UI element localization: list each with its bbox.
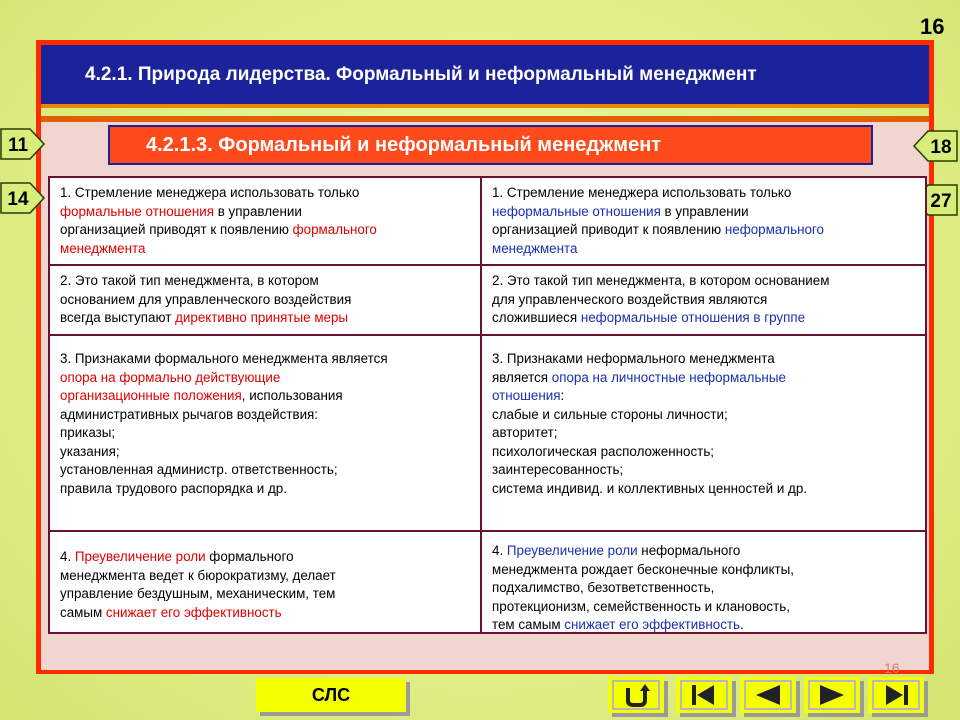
cell-text-line bbox=[492, 387, 925, 406]
row2-formal-cell bbox=[50, 266, 480, 334]
cell-text-run: 1. Стремление менеджера использовать только bbox=[492, 185, 792, 200]
cell-text-line bbox=[492, 350, 925, 369]
cell-text-line bbox=[492, 561, 925, 580]
return-icon bbox=[608, 677, 664, 713]
cell-text-run: неформального bbox=[724, 222, 824, 237]
cell-text-line bbox=[60, 309, 480, 328]
slc-button[interactable]: СЛС bbox=[256, 678, 406, 712]
nav-tag-left-top[interactable] bbox=[0, 128, 46, 160]
nav-tag-right-top[interactable] bbox=[912, 130, 958, 162]
next-icon bbox=[804, 677, 860, 713]
cell-text-run: менеджмента рождает бесконечные конфликты, bbox=[492, 561, 795, 577]
cell-text-run: директивно принятые меры bbox=[175, 310, 349, 325]
cell-text-line bbox=[60, 184, 480, 203]
cell-text-line bbox=[492, 184, 925, 203]
cell-text-run: всегда выступают bbox=[60, 310, 176, 325]
cell-text-line bbox=[492, 461, 925, 480]
cell-text-run: менеджмента bbox=[492, 240, 578, 256]
cell-text-line bbox=[60, 604, 480, 623]
cell-text-line bbox=[60, 424, 480, 443]
cell-text-run: , использования bbox=[241, 388, 343, 403]
cell-text-line bbox=[492, 616, 925, 635]
cell-text-line bbox=[492, 480, 925, 499]
row1-informal-cell bbox=[482, 178, 925, 264]
nav-tag-left-bottom[interactable] bbox=[0, 182, 46, 214]
cell-text-line bbox=[492, 369, 925, 388]
cell-text-line bbox=[60, 461, 480, 480]
cell-text-run: самым bbox=[60, 604, 106, 620]
cell-text-run: организацией приводит к появлению bbox=[492, 222, 725, 237]
cell-text-run: административных рычагов воздействия: bbox=[60, 406, 319, 422]
cell-text-line bbox=[60, 240, 480, 259]
nav-tag-right-top-label: 18 bbox=[930, 137, 952, 158]
cell-text-run: 4. bbox=[492, 543, 507, 558]
nav-tag-left-top-label: 11 bbox=[7, 135, 29, 156]
cell-text-run: . bbox=[740, 617, 744, 632]
return-button[interactable] bbox=[608, 677, 664, 713]
slide-number: 16 bbox=[920, 14, 945, 39]
cell-text-line bbox=[492, 542, 925, 561]
cell-text-run: формального bbox=[205, 549, 294, 564]
cell-text-run: организационные положения bbox=[60, 388, 242, 403]
cell-text-run: приказы; bbox=[60, 425, 116, 440]
cell-text-run: указания; bbox=[60, 443, 120, 459]
cell-text-run: неформального bbox=[637, 543, 741, 558]
cell-text-run: Преувеличение роли bbox=[506, 543, 638, 558]
cell-text-line bbox=[492, 240, 925, 259]
first-slide-icon bbox=[676, 677, 732, 713]
cell-text-run: 2. Это такой тип менеджмента, в котором bbox=[60, 273, 319, 288]
cell-text-run: неформальные отношения в группе bbox=[580, 310, 806, 325]
cell-text-run: 1. Стремление менеджера использовать только bbox=[60, 185, 360, 200]
cell-text-line bbox=[492, 291, 925, 310]
cell-text-run: является bbox=[492, 369, 552, 385]
cell-text-line bbox=[492, 443, 925, 462]
cell-text-line bbox=[60, 350, 480, 369]
cell-text-run: снижает его эффективность bbox=[105, 604, 282, 620]
cell-text-run: правила трудового распорядка и др. bbox=[60, 480, 287, 496]
cell-text-line bbox=[60, 369, 480, 388]
cell-text-line bbox=[60, 387, 480, 406]
cell-text-run: снижает его эффективность bbox=[564, 617, 740, 632]
next-button[interactable] bbox=[804, 677, 860, 713]
cell-text-run: основанием для управленческого воздействия bbox=[60, 291, 352, 307]
cell-text-run: : bbox=[560, 388, 565, 403]
cell-text-line bbox=[60, 567, 480, 586]
cell-text-line bbox=[60, 548, 480, 567]
nav-tag-right-bottom-label: 27 bbox=[930, 191, 952, 212]
cell-text-line bbox=[60, 406, 480, 425]
row2-informal-cell bbox=[482, 266, 925, 334]
cell-text-run: 2. Это такой тип менеджмента, в котором основанием bbox=[492, 273, 830, 288]
cell-text-run: формального bbox=[292, 222, 377, 237]
cell-text-run: 3. Признаками неформального менеджмента bbox=[492, 351, 775, 366]
cell-text-line bbox=[492, 598, 925, 617]
previous-icon bbox=[740, 677, 796, 713]
cell-text-run: менеджмента bbox=[60, 240, 146, 256]
cell-text-run: организацией приводят к появлению bbox=[60, 222, 293, 237]
cell-text-run: 4. bbox=[60, 549, 75, 564]
row1-formal-cell bbox=[50, 178, 480, 264]
header-bar bbox=[41, 45, 929, 108]
cell-text-line bbox=[492, 579, 925, 598]
cell-text-run: 3. Признаками формального менеджмента является bbox=[60, 351, 388, 366]
cell-text-run: управление бездушным, механическим, тем bbox=[60, 586, 336, 601]
subheader-title: 4.2.1.3. Формальный и неформальный менеджмент bbox=[146, 134, 662, 156]
cell-text-line bbox=[60, 480, 480, 499]
cell-text-run: заинтересованность; bbox=[492, 462, 624, 477]
cell-text-run: для управленческого воздействия являются bbox=[492, 291, 768, 307]
cell-text-run: отношения bbox=[492, 388, 561, 403]
last-slide-button[interactable] bbox=[868, 677, 924, 713]
faint-slide-number: 16 bbox=[884, 660, 900, 676]
cell-text-run: установленная администр. ответственность; bbox=[60, 462, 338, 477]
cell-text-run: неформальные отношения bbox=[492, 203, 661, 219]
cell-text-run: опора на формально действующие bbox=[60, 369, 281, 385]
cell-text-line bbox=[60, 221, 480, 240]
cell-text-run: в управлении bbox=[214, 203, 302, 219]
cell-text-line bbox=[492, 221, 925, 240]
cell-text-line bbox=[492, 203, 925, 222]
cell-text-line bbox=[60, 291, 480, 310]
cell-text-run: слабые и сильные стороны личности; bbox=[492, 406, 728, 422]
cell-text-run: система индивид. и коллективных ценностей и др. bbox=[492, 480, 808, 496]
cell-text-line bbox=[492, 309, 925, 328]
row4-informal-cell bbox=[482, 532, 925, 632]
header-title: 4.2.1. Природа лидерства. Формальный и неформальный менеджмент bbox=[85, 64, 757, 85]
cell-text-line bbox=[60, 585, 480, 604]
cell-text-run: тем самым bbox=[492, 617, 565, 632]
previous-button[interactable] bbox=[740, 677, 796, 713]
cell-text-run: менеджмента ведет к бюрократизму, делает bbox=[60, 567, 336, 583]
cell-text-line bbox=[60, 203, 480, 222]
last-slide-icon bbox=[868, 677, 924, 713]
cell-text-line bbox=[492, 272, 925, 291]
row4-formal-cell bbox=[50, 532, 480, 632]
cell-text-run: психологическая расположенность; bbox=[492, 443, 715, 459]
cell-text-run: подхалимство, безответственность, bbox=[492, 580, 715, 595]
cell-text-line bbox=[60, 443, 480, 462]
first-slide-button[interactable] bbox=[676, 677, 732, 713]
cell-text-run: сложившиеся bbox=[492, 310, 581, 325]
row3-formal-cell bbox=[50, 336, 480, 530]
row3-informal-cell bbox=[482, 336, 925, 530]
cell-text-line bbox=[492, 406, 925, 425]
cell-text-line bbox=[492, 424, 925, 443]
cell-text-run: авторитет; bbox=[492, 425, 558, 440]
cell-text-line bbox=[60, 272, 480, 291]
comparison-table bbox=[48, 176, 927, 634]
cell-text-run: формальные отношения bbox=[60, 203, 214, 219]
cell-text-run: опора на личностные неформальные bbox=[551, 369, 786, 385]
subheader-bar bbox=[108, 125, 873, 165]
cell-text-run: в управлении bbox=[660, 203, 749, 219]
cell-text-run: Преувеличение роли bbox=[74, 549, 206, 564]
cell-text-run: протекционизм, семейственность и клановость, bbox=[492, 598, 790, 614]
nav-tag-left-bottom-label: 14 bbox=[7, 189, 29, 210]
